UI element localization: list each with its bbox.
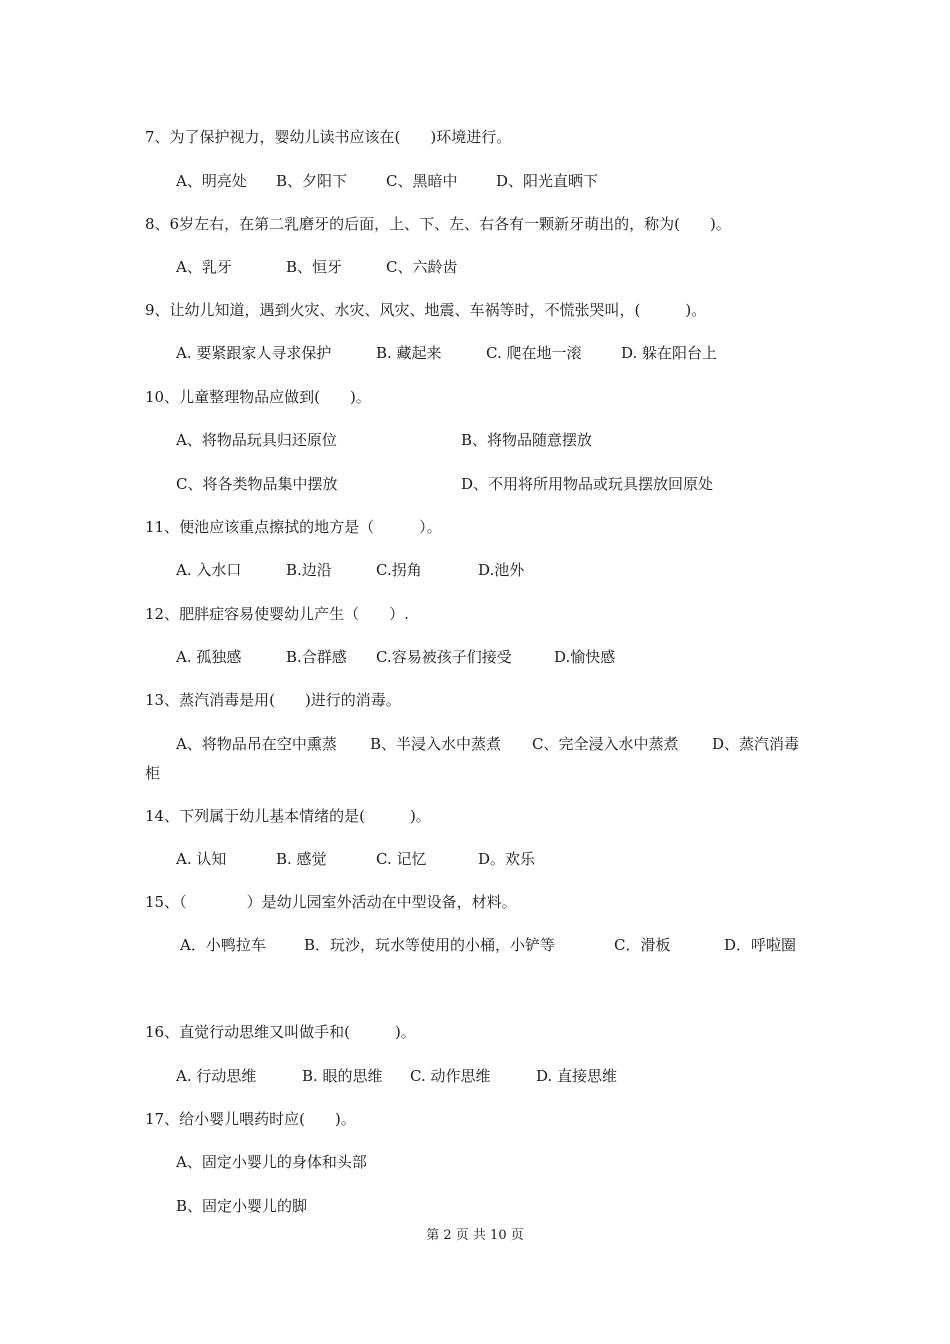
option-d-continuation: 柜 <box>145 764 161 782</box>
option-a: A. 要紧跟家人寻求保护 <box>176 344 332 362</box>
option-d: D.愉快感 <box>554 648 616 666</box>
option-d: D、阳光直晒下 <box>496 172 599 190</box>
option-c: C．滑板 <box>614 936 671 954</box>
option-c: C. 记忆 <box>376 850 427 868</box>
question-8: 8、6岁左右，在第二乳磨牙的后面，上、下、左、右各有一颗新牙萌出的，称为( )。 <box>145 215 731 233</box>
question-7: 7、为了保护视力，婴幼儿读书应该在( )环境进行。 <box>145 128 512 146</box>
question-14: 14、下列属于幼儿基本情绪的是( )。 <box>145 807 431 825</box>
question-10: 10、儿童整理物品应做到( )。 <box>145 388 371 406</box>
option-c: C、黑暗中 <box>386 172 458 190</box>
question-17: 17、给小婴儿喂药时应( )。 <box>145 1110 356 1128</box>
option-b: B.合群感 <box>286 648 347 666</box>
option-d: D。欢乐 <box>478 850 536 868</box>
option-b: B. 藏起来 <box>376 344 442 362</box>
option-a: A. 认知 <box>176 850 227 868</box>
option-d: D、不用将所用物品或玩具摆放回原处 <box>461 475 714 493</box>
option-b: B. 感觉 <box>276 850 327 868</box>
option-a: A. 孤独感 <box>176 648 242 666</box>
option-d: D. 直接思维 <box>536 1067 618 1085</box>
option-b: B. 眼的思维 <box>302 1067 383 1085</box>
option-c: C.拐角 <box>376 561 422 579</box>
option-c: C.容易被孩子们接受 <box>376 648 512 666</box>
question-9: 9、让幼儿知道，遇到火灾、水灾、风灾、地震、车祸等时，不慌张哭叫，( )。 <box>145 301 707 319</box>
option-c: C、完全浸入水中蒸煮 <box>532 735 679 753</box>
option-b: B．玩沙，玩水等使用的小桶，小铲等 <box>304 936 556 954</box>
option-a: A．小鸭拉车 <box>180 936 266 954</box>
question-11: 11、便池应该重点擦拭的地方是（ ）。 <box>145 518 442 536</box>
option-a: A、乳牙 <box>176 258 232 276</box>
option-a: A、将物品吊在空中熏蒸 <box>176 735 337 753</box>
question-15: 15、（ ）是幼儿园室外活动在中型设备，材料。 <box>145 893 517 911</box>
option-c: C. 动作思维 <box>410 1067 491 1085</box>
option-b: B.边沿 <box>286 561 332 579</box>
option-b: B、半浸入水中蒸煮 <box>370 735 502 753</box>
option-a: A. 入水口 <box>176 561 242 579</box>
question-12: 12、肥胖症容易使婴幼儿产生（ ）. <box>145 605 409 623</box>
option-a: A、明亮处 <box>176 172 247 190</box>
option-d: D. 躲在阳台上 <box>621 344 718 362</box>
option-b: B、固定小婴儿的脚 <box>176 1197 308 1215</box>
option-c: C、六龄齿 <box>386 258 458 276</box>
question-16: 16、直觉行动思维又叫做手和( )。 <box>145 1023 416 1041</box>
page-footer: 第 2 页 共 10 页 <box>426 1228 524 1243</box>
option-c: C、将各类物品集中摆放 <box>176 475 338 493</box>
option-a: A、固定小婴儿的身体和头部 <box>176 1153 367 1171</box>
option-d: D．呼啦圈 <box>724 936 797 954</box>
option-b: B、夕阳下 <box>276 172 348 190</box>
option-b: B、恒牙 <box>286 258 343 276</box>
question-13: 13、蒸汽消毒是用( )进行的消毒。 <box>145 691 401 709</box>
option-d: D.池外 <box>478 561 525 579</box>
option-b: B、将物品随意摆放 <box>461 431 593 449</box>
option-c: C. 爬在地一滚 <box>486 344 582 362</box>
option-a: A、将物品玩具归还原位 <box>176 431 337 449</box>
option-d: D、蒸汽消毒 <box>712 735 800 753</box>
option-a: A. 行动思维 <box>176 1067 257 1085</box>
